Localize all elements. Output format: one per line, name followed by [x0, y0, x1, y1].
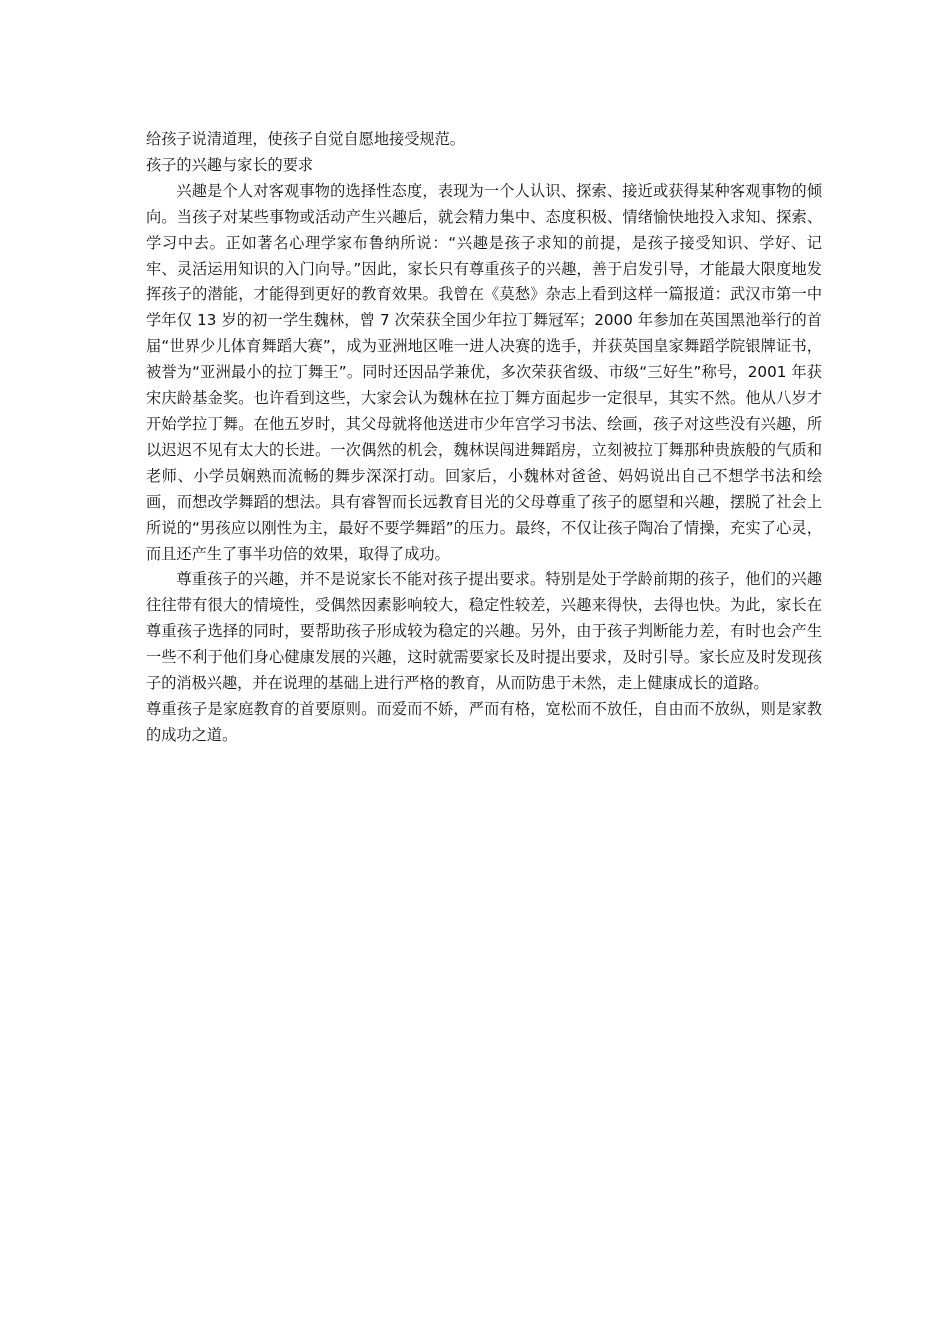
section-heading: 孩子的兴趣与家长的要求 [146, 155, 314, 174]
conclusion-paragraph: 尊重孩子是家庭教育的首要原则。而爱而不娇，严而有格，宽松而不放任，自由而不放纵，则是家教的成功之道。 [146, 699, 822, 744]
document-page [146, 127, 822, 749]
intro-line: 给孩子说清道理，使孩子自觉自愿地接受规范。 [146, 130, 465, 148]
body-paragraph-requirements: 尊重孩子的兴趣，并不是说家长不能对孩子提出要求。特别是处于学龄前期的孩子，他们的兴趣往往带有很大的情境性，受偶然因素影响较大，稳定性较差，兴趣来得快，去得也快。为此，家长在尊重孩子选择的同时，要帮助孩子形成较为稳定的兴趣。另外，由于孩子判断能力差，有时也会产生一些不利于他们身心健康发展的兴趣，这时就需要家长及时提出要求，及时引导。家长应及时发现孩子的消极兴趣，并在说理的基础上进行严格的教育，从而防患于未然，走上健康成长的道路。 [146, 570, 822, 693]
body-paragraph-interest: 兴趣是个人对客观事物的选择性态度，表现为一个人认识、探索、接近或获得某种客观事物的倾向。当孩子对某些事物或活动产生兴趣后，就会精力集中、态度积极、情绪愉快地投入求知、探索、学习中去。正如著名心理学家布鲁纳所说：“兴趣是孩子求知的前提，是孩子接受知识、学好、记牢、灵活运用知识的入门向导。”因此，家长只有尊重孩子的兴趣，善于启发引导，才能最大限度地发挥孩子的潜能，才能得到更好的教育效果。我曾在《莫愁》杂志上看到这样一篇报道：武汉市第一中学年仅 13 岁的初一学生魏林，曾 7 次荣获全国少年拉丁舞冠军；2000 年参加在英国黑池举行的首届“世界少儿体育舞蹈大赛”，成为亚洲地区唯一进人决赛的选手，并获英国皇家舞蹈学院银牌证书，被誉为“亚洲最小的拉丁舞王”。同时还因品学兼优，多次荣获省级、市级“三好生”称号，2001 年获宋庆龄基金奖。也许看到这些，大家会认为魏林在拉丁舞方面起步一定很早，其实不然。他从八岁才开始学拉丁舞。在他五岁时，其父母就将他送进市少年宫学习书法、绘画，孩子对这些没有兴趣，所以迟迟不见有太大的长进。一次偶然的机会，魏林误闯进舞蹈房，立刻被拉丁舞那种贵族般的气质和老师、小学员娴熟而流畅的舞步深深打动。回家后，小魏林对爸爸、妈妈说出自己不想学书法和绘画，而想改学舞蹈的想法。具有睿智而长远教育目光的父母尊重了孩子的愿望和兴趣，摆脱了社会上所说的“男孩应以刚性为主，最好不要学舞蹈”的压力。最终，不仅让孩子陶冶了情操，充实了心灵，而且还产生了事半功倍的效果，取得了成功。 [146, 181, 822, 563]
